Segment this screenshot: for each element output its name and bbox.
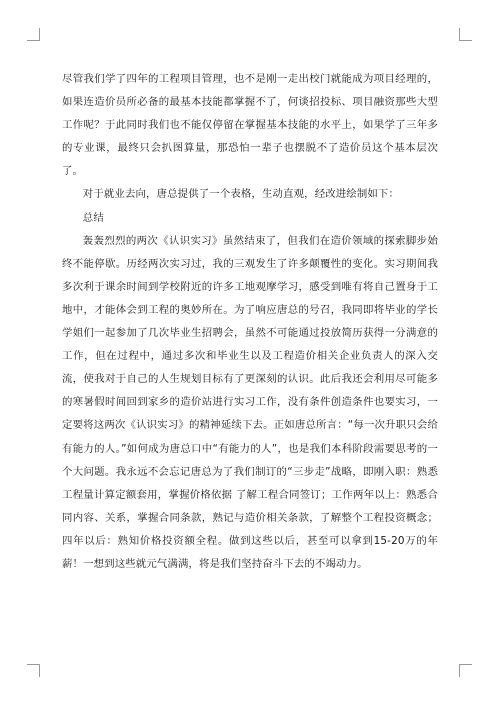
crop-mark-top-right: [459, 28, 472, 41]
paragraph-career-skills: 尽管我们学了四年的工程项目管理，也不是刚一走出校门就能成为项目经理的，如果连造价员所必备的最基本技能都掌握不了，何谈招投标、项目融资那些大型工作呢？于此同时我们也不能仅停留在掌握基本技能的水平上，如果学了三年多的专业课，最终只会扒图算量，那恐怕一辈子也摆脱不了造价员这个基本层次了。: [62, 73, 438, 178]
document-body: [62, 68, 438, 576]
crop-mark-bottom-left: [27, 664, 40, 677]
crop-mark-bottom-right: [459, 664, 472, 677]
paragraph-employment-table-intro: 对于就业去向，唐总提供了一个表格，生动直观，经改进绘制如下：: [82, 188, 400, 201]
crop-mark-top-left: [27, 28, 40, 41]
section-heading-summary: 总结: [82, 211, 104, 224]
paragraph-summary: 轰轰烈烈的两次《认识实习》虽然结束了，但我们在造价领域的探索脚步始终不能停歇。历经两次实习过，我的三观发生了许多颠覆性的变化。实习期间我多次利于课余时间到学校附近的许多工地观摩学习，感受到唯有将自己置身于工地中，才能体会到工程的奥妙所在。为了响应唐总的号召，我同即将毕业的学长学姐们一起参加了几次毕业生招聘会，虽然不可能通过投放简历获得一分满意的工作，但在过程中，通过多次和毕业生以及工程造价相关企业负责人的深入交流，使我对于自己的人生规划目标有了更深刻的认识。此后我还会利用尽可能多的寒暑假时间回到家乡的造价站进行实习工作，没有条件创造条件也要实习，一定要将这两次《认识实习》的精神延续下去。正如唐总所言：“每一次升职只会给有能力的人。”如何成为唐总口中“有能力的人”，也是我们本科阶段需要思考的一个大问题。我永远不会忘记唐总为了我们制订的“三步走”战略，即刚入职：熟悉工程量计算定额套用，掌握价格依据 了解工程合同签订；工作两年以上：熟悉合同内容、关系，掌握合同条款，熟记与造价相关条款，了解整个工程投资概念；四年以后：熟知价格投资额全程。做到这些以后，甚至可以拿到15-20万的年薪！一想到这些就元气满满，将是我们坚持奋斗下去的不竭动力。: [62, 234, 438, 570]
